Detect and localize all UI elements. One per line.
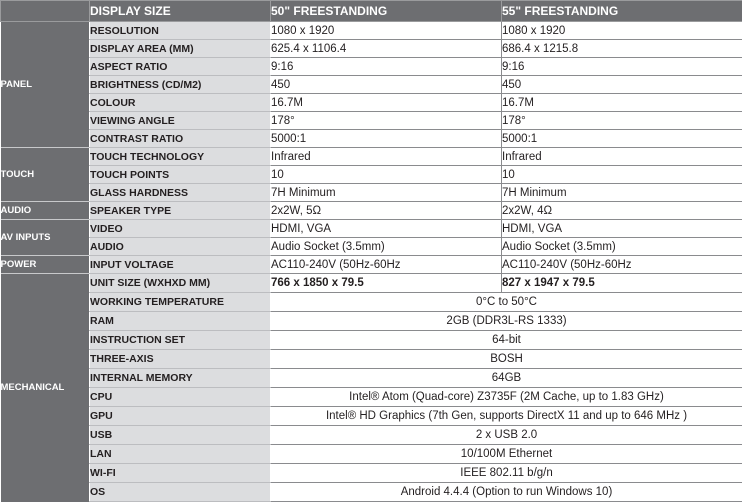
row-label: INPUT VOLTAGE — [90, 256, 271, 274]
row-label: SPEAKER TYPE — [90, 202, 271, 220]
value-shared: Intel® HD Graphics (7th Gen, supports DirectX 11 and up to 646 MHz ) — [271, 407, 742, 426]
row-label: DISPLAY AREA (MM) — [90, 40, 271, 58]
row-label: CPU — [90, 388, 271, 407]
value-50: 9:16 — [271, 58, 502, 76]
row-label: THREE-AXIS — [90, 350, 271, 369]
value-55: 10 — [502, 166, 742, 184]
value-shared: 2GB (DDR3L-RS 1333) — [271, 312, 742, 331]
header-50-freestanding: 50" FREESTANDING — [271, 1, 502, 22]
value-shared: 64-bit — [271, 331, 742, 350]
value-50: 5000:1 — [271, 130, 502, 148]
row-label: WI-FI — [90, 464, 271, 483]
section-av-inputs: AV INPUTS — [1, 220, 90, 256]
table-row — [1, 220, 742, 238]
table-row — [1, 407, 742, 426]
row-label: VIEWING ANGLE — [90, 112, 271, 130]
row-label: ASPECT RATIO — [90, 58, 271, 76]
row-label: WORKING TEMPERATURE — [90, 293, 271, 312]
header-corner — [1, 1, 90, 22]
value-50: 2x2W, 5Ω — [271, 202, 502, 220]
value-shared: Android 4.4.4 (Option to run Windows 10) — [271, 483, 742, 502]
value-50: Infrared — [271, 148, 502, 166]
row-label: INSTRUCTION SET — [90, 331, 271, 350]
value-shared: 0°C to 50°C — [271, 293, 742, 312]
value-50: 625.4 x 1106.4 — [271, 40, 502, 58]
header-row — [1, 1, 742, 22]
value-55: Audio Socket (3.5mm) — [502, 238, 742, 256]
value-50: AC110-240V (50Hz-60Hz — [271, 256, 502, 274]
value-50: 766 x 1850 x 79.5 — [271, 274, 502, 293]
table-row — [1, 445, 742, 464]
row-label: TOUCH TECHNOLOGY — [90, 148, 271, 166]
table-row — [1, 312, 742, 331]
table-row — [1, 184, 742, 202]
value-55: 1080 x 1920 — [502, 22, 742, 40]
section-panel: PANEL — [1, 22, 90, 148]
row-label: RESOLUTION — [90, 22, 271, 40]
section-touch: TOUCH — [1, 148, 90, 202]
table-row — [1, 238, 742, 256]
table-row — [1, 112, 742, 130]
table-row — [1, 388, 742, 407]
row-label: COLOUR — [90, 94, 271, 112]
table-row — [1, 130, 742, 148]
row-label: INTERNAL MEMORY — [90, 369, 271, 388]
row-label: CONTRAST RATIO — [90, 130, 271, 148]
row-label: BRIGHTNESS (CD/M2) — [90, 76, 271, 94]
value-50: 7H Minimum — [271, 184, 502, 202]
header-55-freestanding: 55" FREESTANDING — [502, 1, 742, 22]
value-50: Audio Socket (3.5mm) — [271, 238, 502, 256]
value-55: AC110-240V (50Hz-60Hz — [502, 256, 742, 274]
table-row — [1, 293, 742, 312]
row-label: USB — [90, 426, 271, 445]
value-55: 178° — [502, 112, 742, 130]
value-55: 7H Minimum — [502, 184, 742, 202]
value-55: 9:16 — [502, 58, 742, 76]
value-shared: 10/100M Ethernet — [271, 445, 742, 464]
table-row — [1, 58, 742, 76]
row-label: LAN — [90, 445, 271, 464]
table-row — [1, 166, 742, 184]
row-label: AUDIO — [90, 238, 271, 256]
value-55: HDMI, VGA — [502, 220, 742, 238]
value-50: 16.7M — [271, 94, 502, 112]
table-row — [1, 94, 742, 112]
value-50: HDMI, VGA — [271, 220, 502, 238]
table-row — [1, 464, 742, 483]
row-label: RAM — [90, 312, 271, 331]
row-label: UNIT SIZE (WXHXD MM) — [90, 274, 271, 293]
value-50: 450 — [271, 76, 502, 94]
value-55: 2x2W, 4Ω — [502, 202, 742, 220]
header-display-size: DISPLAY SIZE — [90, 1, 271, 22]
value-shared: BOSH — [271, 350, 742, 369]
value-50: 1080 x 1920 — [271, 22, 502, 40]
value-shared: 2 x USB 2.0 — [271, 426, 742, 445]
table-row — [1, 331, 742, 350]
table-row — [1, 40, 742, 58]
value-50: 10 — [271, 166, 502, 184]
table-row — [1, 274, 742, 293]
value-shared: 64GB — [271, 369, 742, 388]
value-55: 5000:1 — [502, 130, 742, 148]
table-row — [1, 350, 742, 369]
table-row — [1, 256, 742, 274]
table-row — [1, 483, 742, 502]
table-row — [1, 369, 742, 388]
row-label: GPU — [90, 407, 271, 426]
table-row — [1, 148, 742, 166]
value-55: Infrared — [502, 148, 742, 166]
row-label: GLASS HARDNESS — [90, 184, 271, 202]
value-50: 178° — [271, 112, 502, 130]
row-label: VIDEO — [90, 220, 271, 238]
table-row — [1, 76, 742, 94]
value-55: 686.4 x 1215.8 — [502, 40, 742, 58]
section-mechanical: MECHANICAL — [1, 274, 90, 502]
value-shared: IEEE 802.11 b/g/n — [271, 464, 742, 483]
section-audio: AUDIO — [1, 202, 90, 220]
table-row — [1, 202, 742, 220]
value-55: 16.7M — [502, 94, 742, 112]
value-shared: Intel® Atom (Quad-core) Z3735F (2M Cache, up to 1.83 GHz) — [271, 388, 742, 407]
table-row — [1, 426, 742, 445]
row-label: OS — [90, 483, 271, 502]
value-55: 450 — [502, 76, 742, 94]
section-power: POWER — [1, 256, 90, 274]
value-55: 827 x 1947 x 79.5 — [502, 274, 742, 293]
table-row — [1, 22, 742, 40]
row-label: TOUCH POINTS — [90, 166, 271, 184]
